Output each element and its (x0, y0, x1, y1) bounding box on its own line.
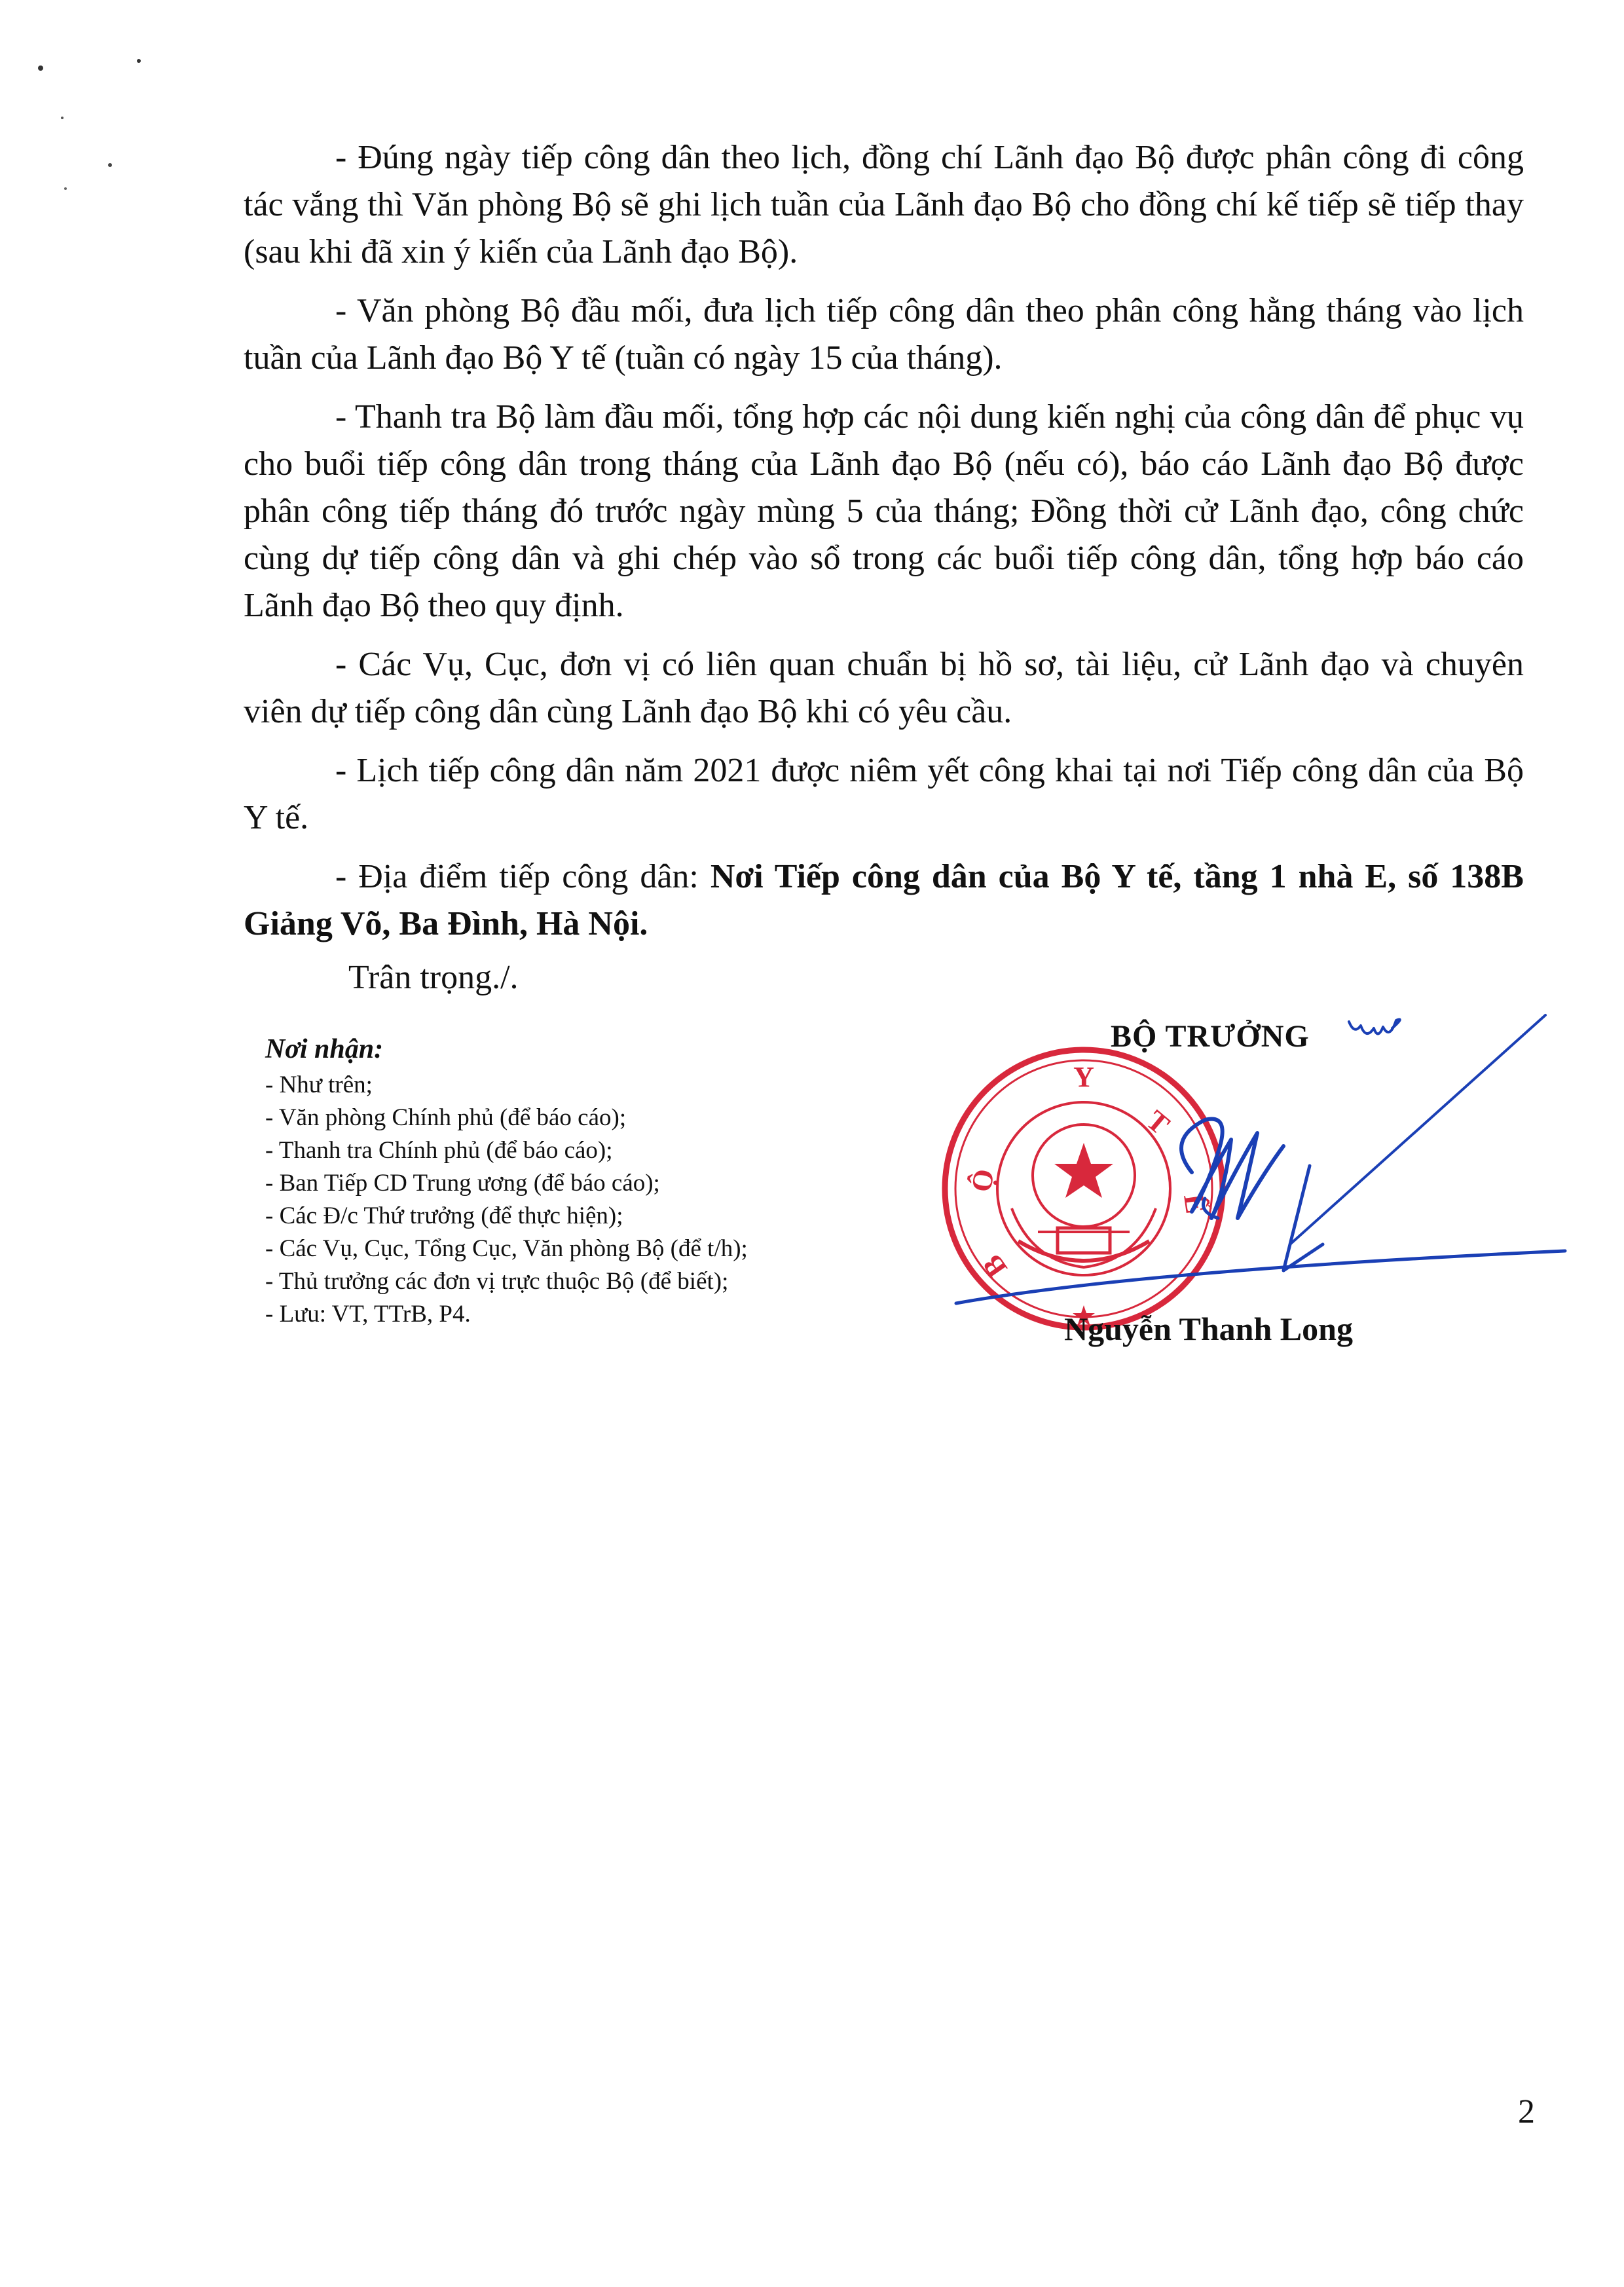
recipient-item: - Thanh tra Chính phủ (để báo cáo); (265, 1137, 613, 1164)
location-paragraph (244, 853, 1524, 948)
recipient-item: - Văn phòng Chính phủ (để báo cáo); (265, 1104, 627, 1131)
svg-text:Ế: Ế (1177, 1192, 1212, 1216)
page-number: 2 (1518, 2093, 1535, 2130)
location-label: - Địa điểm tiếp công dân: (335, 858, 710, 895)
recipients-list (265, 1069, 953, 1331)
paragraph: - Văn phòng Bộ đầu mối, đưa lịch tiếp công dân theo phân công hằng tháng vào lịch tuần của Lãnh đạo Bộ Y tế (tuần có ngày 15 của tháng). (244, 292, 1524, 377)
paragraph: - Các Vụ, Cục, đơn vị có liên quan chuẩn bị hồ sơ, tài liệu, cử Lãnh đạo và chuyên viên dự tiếp công dân cùng Lãnh đạo Bộ khi có yêu cầu. (244, 646, 1524, 730)
recipient-item: - Các Đ/c Thứ trưởng (để thực hiện); (265, 1202, 623, 1229)
paragraph: - Thanh tra Bộ làm đầu mối, tổng hợp các nội dung kiến nghị của công dân để phục vụ cho buổi tiếp công dân trong tháng của Lãnh đạo Bộ (nếu có), báo cáo Lãnh đạo Bộ được phân công tiếp tháng đó trước ngày mùng 5 của tháng; Đồng thời cử Lãnh đạo, công chức cùng dự tiếp công dân và ghi chép vào sổ trong các buổi tiếp công dân, tổng hợp báo cáo Lãnh đạo Bộ theo quy định. (244, 398, 1524, 624)
svg-text:Y: Y (1073, 1061, 1094, 1093)
recipient-item: - Các Vụ, Cục, Tổng Cục, Văn phòng Bộ (để t/h); (265, 1235, 748, 1262)
scan-specks (0, 0, 170, 210)
recipient-item: - Ban Tiếp CD Trung ương (để báo cáo); (265, 1170, 660, 1197)
closing: Trân trọng./. (348, 959, 519, 996)
body-text (244, 134, 1524, 959)
recipients-title: Nơi nhận: (265, 1034, 384, 1064)
signer-title: BỘ TRƯỞNG (1111, 1019, 1310, 1054)
svg-text:T: T (1140, 1104, 1176, 1142)
recipient-item: - Thủ trưởng các đơn vị trực thuộc Bộ (để biết); (265, 1268, 729, 1295)
svg-text:B: B (976, 1249, 1014, 1284)
svg-text:Ộ: Ộ (965, 1166, 1001, 1195)
signer-name: Nguyễn Thanh Long (1064, 1311, 1353, 1347)
location-value: Nơi Tiếp công dân của Bộ Y tế, tầng 1 nhà E, số 138B Giảng Võ, Ba Đình, Hà Nội. (244, 858, 1524, 942)
recipients-block (265, 1030, 953, 1331)
recipient-item: - Như trên; (265, 1071, 373, 1098)
recipient-item: - Lưu: VT, TTrB, P4. (265, 1301, 471, 1328)
paragraph: - Lịch tiếp công dân năm 2021 được niêm yết công khai tại nơi Tiếp công dân của Bộ Y tế. (244, 752, 1524, 836)
paragraph: - Đúng ngày tiếp công dân theo lịch, đồng chí Lãnh đạo Bộ được phân công đi công tác vắng thì Văn phòng Bộ sẽ ghi lịch tuần của Lãnh đạo Bộ cho đồng chí kế tiếp sẽ tiếp thay (sau khi đã xin ý kiến của Lãnh đạo Bộ). (244, 139, 1524, 270)
